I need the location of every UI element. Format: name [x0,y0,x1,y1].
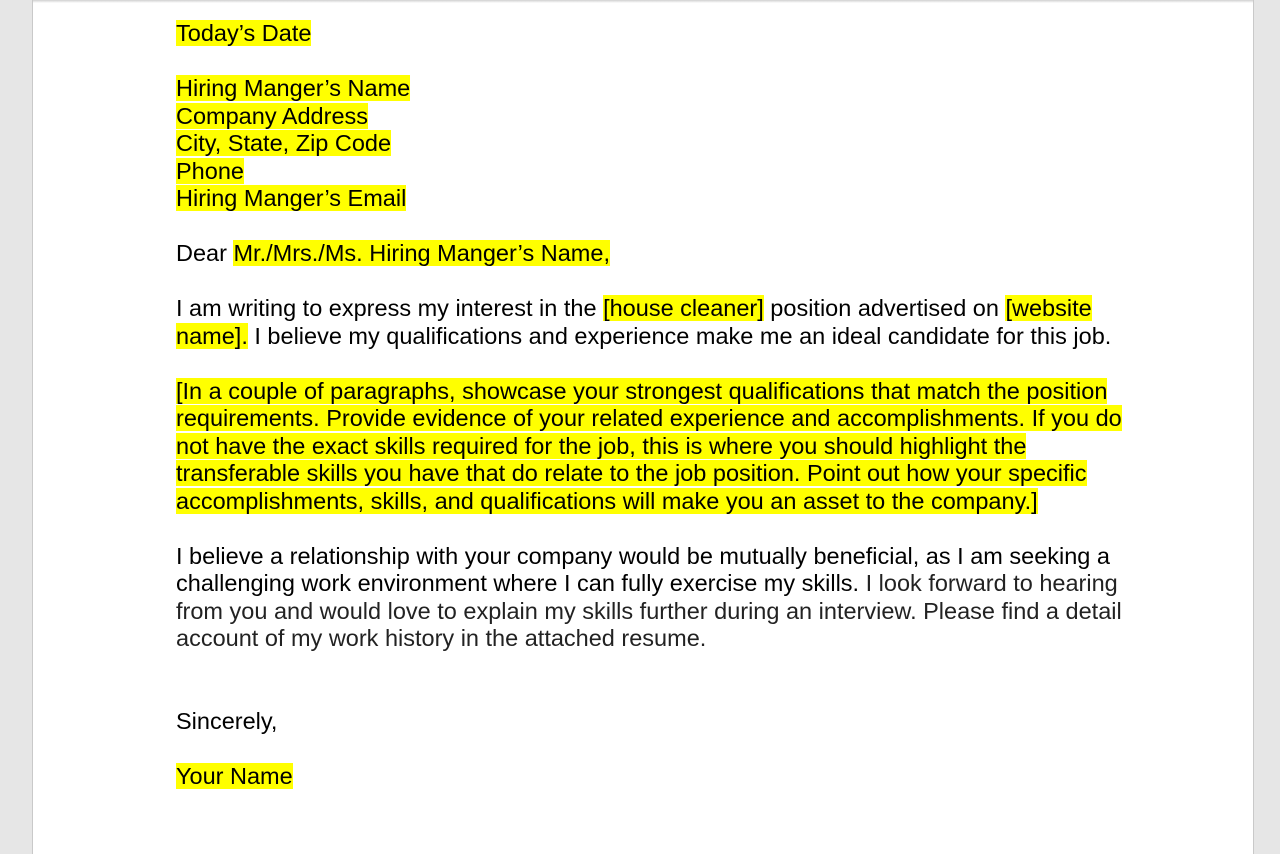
recipient-email[interactable]: Hiring Manger’s Email [176,185,407,211]
website-placeholder[interactable]: [website name]. [176,295,1092,349]
qualifications-placeholder[interactable]: [In a couple of paragraphs, showcase your strongest qualifications that match the position requirements. Provide evidence of your related experience and accomplishments. If you do not have the exact skills required for the job, this is where you should highlight the transferable skills you have that do relate to the job position. Point out how your specific accomplishments, skills, and qualifications will make you an asset to the company.] [176,377,1122,514]
salutation-name[interactable]: Mr./Mrs./Ms. Hiring Manger’s Name, [233,240,610,266]
recipient-address[interactable]: Company Address [176,102,369,129]
signoff: Sincerely, [176,707,278,734]
salutation-prefix: Dear [176,240,234,266]
qualifications-paragraph [176,378,1126,516]
intro-text-2: position advertised on [763,295,1006,321]
closing-text-2: I look forward to hearing from you and would love to explain my skills further during an interview. Please find a detail account of my work history in the attached resume. [176,570,1122,651]
intro-text-3: I believe my qualifications and experience make me an ideal candidate for this job. [247,322,1112,349]
letter-body[interactable] [176,20,1126,790]
closing-text-1: I believe a relationship with your company would be mutually beneficial, as I am seeking a challenging work environment where I can fully exercise my skills. [176,542,1110,596]
recipient-name[interactable]: Hiring Manger’s Name [176,75,411,101]
signature-name[interactable]: Your Name [176,762,293,789]
document-page [32,0,1254,854]
date-field[interactable]: Today’s Date [176,20,312,46]
salutation [176,240,1126,268]
closing-paragraph [176,543,1126,653]
recipient-phone[interactable]: Phone [176,157,244,184]
recipient-city-state-zip[interactable]: City, State, Zip Code [176,130,392,156]
position-placeholder[interactable]: [house cleaner] [603,295,764,321]
intro-paragraph [176,295,1126,350]
intro-text-1: I am writing to express my interest in the [176,295,604,321]
